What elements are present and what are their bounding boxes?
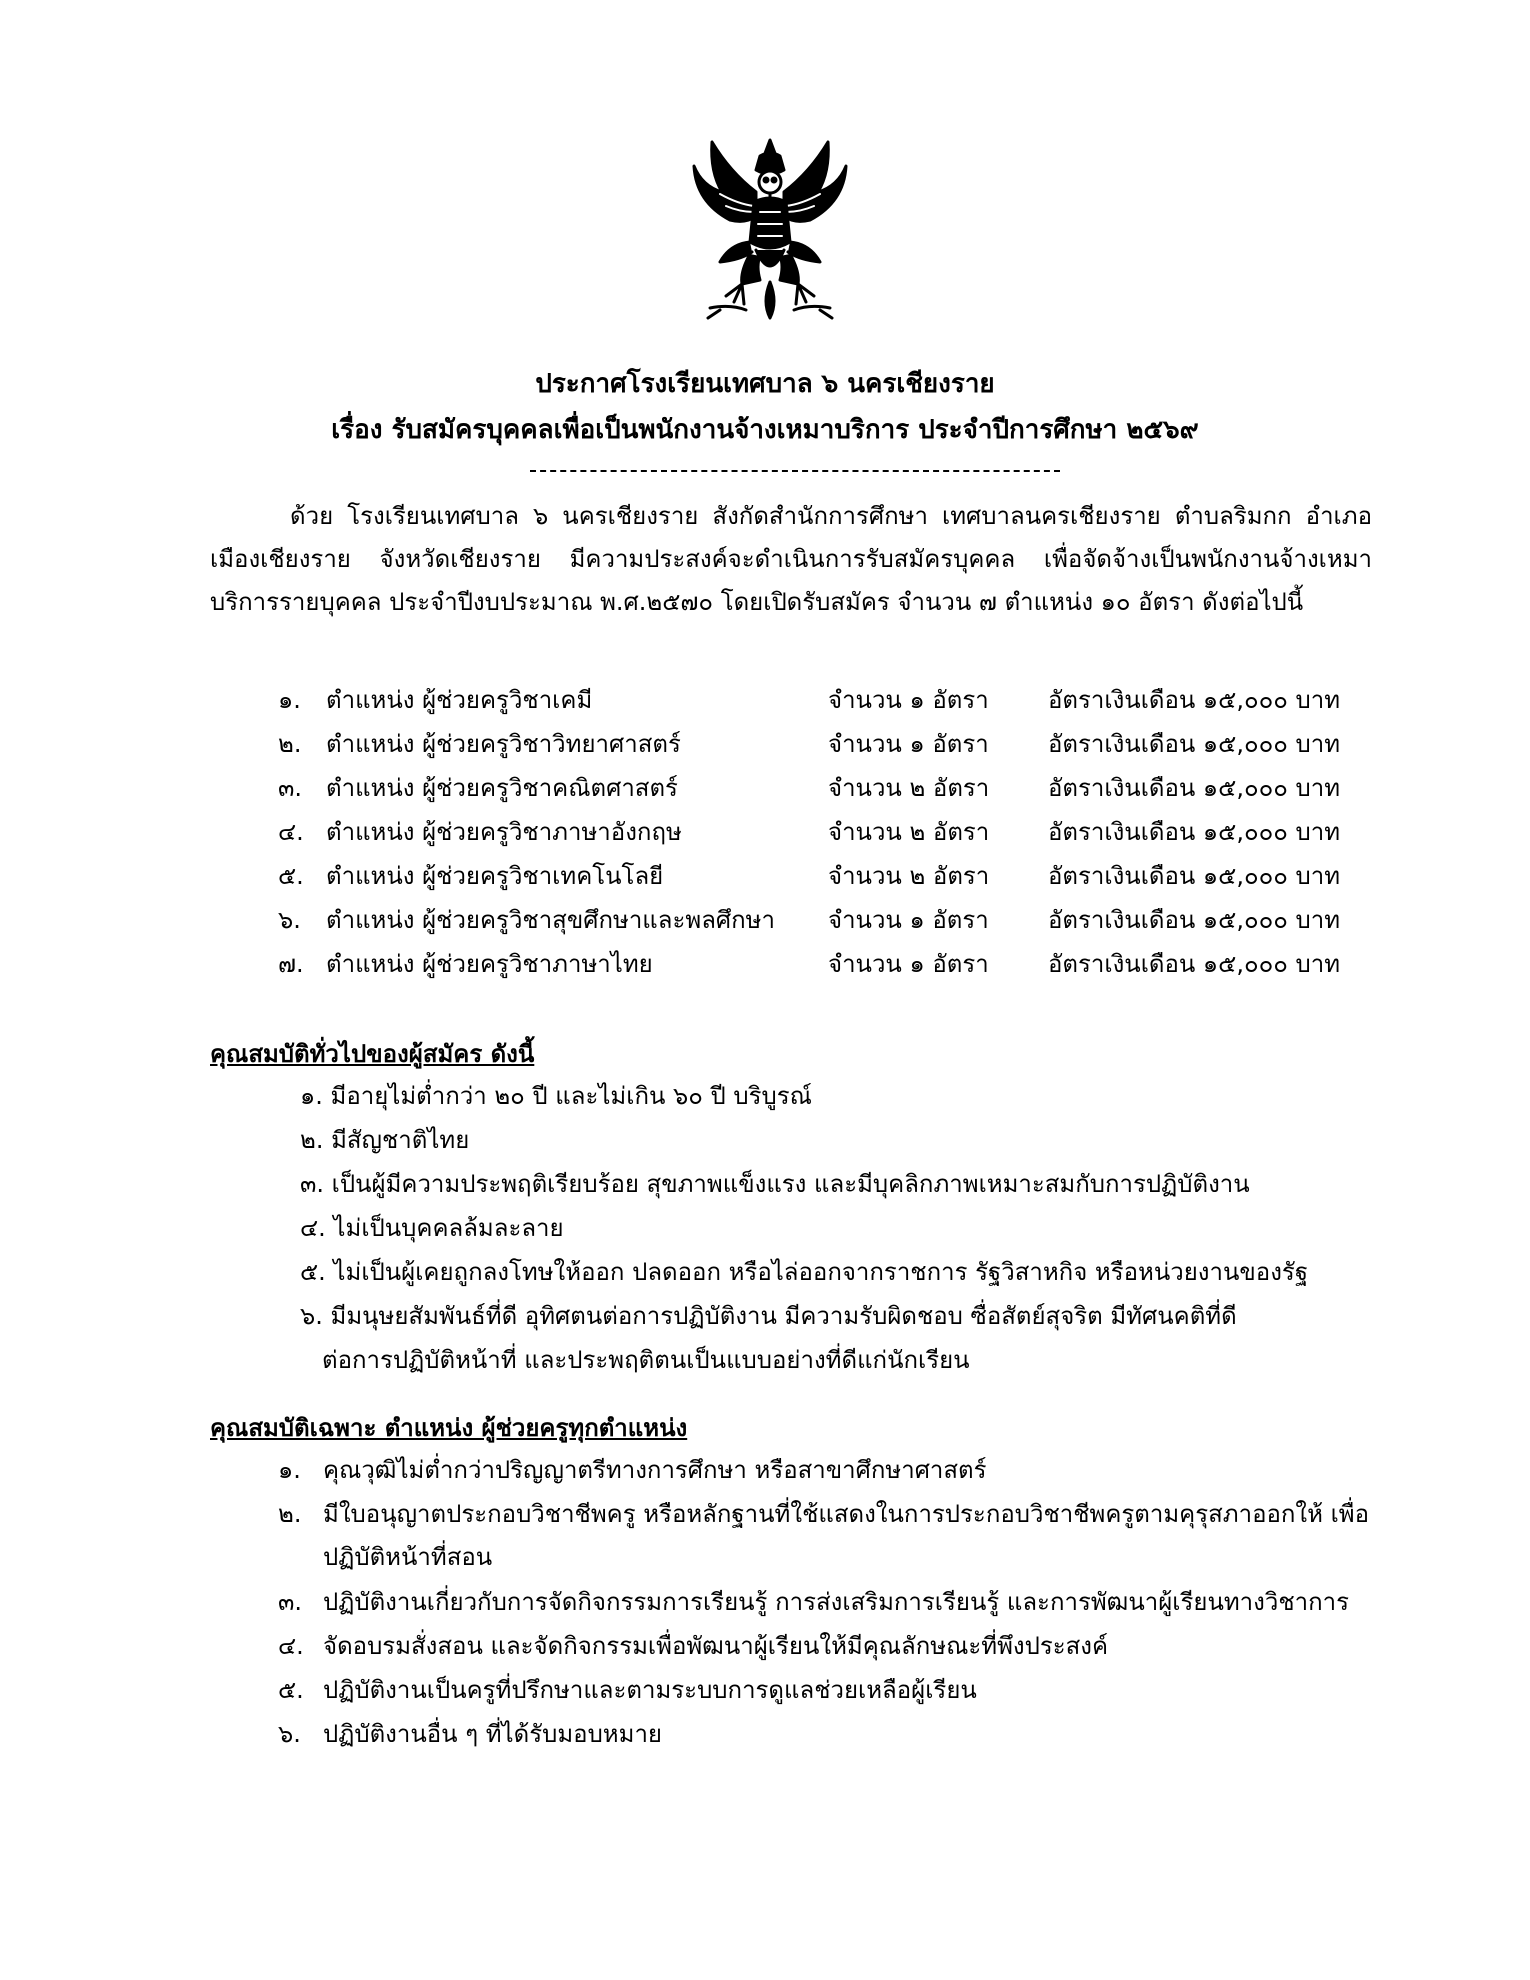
position-row: [278, 812, 1378, 856]
position-quota: จำนวน ๑ อัตรา: [828, 906, 989, 934]
general-qualification-item: ๖. มีมนุษยสัมพันธ์ที่ดี อุทิศตนต่อการปฏิบัติงาน มีความรับผิดชอบ ซื่อสัตย์สุจริต มีทัศนคติที่ดี: [300, 1302, 1237, 1330]
specific-qualification-item: [278, 1449, 1378, 1492]
position-salary: อัตราเงินเดือน ๑๕,๐๐๐ บาท: [1048, 774, 1341, 802]
item-text: คุณวุฒิไม่ต่ำกว่าปริญญาตรีทางการศึกษา หรือสาขาศึกษาศาสตร์: [323, 1456, 987, 1484]
position-row: [278, 680, 1378, 724]
position-salary: อัตราเงินเดือน ๑๕,๐๐๐ บาท: [1048, 906, 1341, 934]
position-number: ๗.: [278, 950, 304, 978]
general-qualifications-heading: คุณสมบัติทั่วไปของผู้สมัคร ดังนี้: [210, 1040, 535, 1068]
garuda-emblem-icon: [690, 132, 850, 328]
specific-qualification-item: [278, 1625, 1378, 1668]
specific-qualification-item: [278, 1581, 1378, 1624]
position-salary: อัตราเงินเดือน ๑๕,๐๐๐ บาท: [1048, 818, 1341, 846]
position-number: ๒.: [278, 730, 302, 758]
item-text: ปฏิบัติงานเป็นครูที่ปรึกษาและตามระบบการดูแลช่วยเหลือผู้เรียน: [323, 1676, 977, 1704]
position-number: ๕.: [278, 862, 304, 890]
position-row: [278, 856, 1378, 900]
announcement-title: ประกาศโรงเรียนเทศบาล ๖ นครเชียงราย: [535, 369, 995, 399]
position-number: ๔.: [278, 818, 304, 846]
title-divider: [530, 470, 1060, 472]
item-text: ปฏิบัติงานอื่น ๆ ที่ได้รับมอบหมาย: [323, 1720, 662, 1748]
position-salary: อัตราเงินเดือน ๑๕,๐๐๐ บาท: [1048, 950, 1341, 978]
general-qualification-item: ๒. มีสัญชาติไทย: [300, 1126, 470, 1154]
intro-paragraph: ด้วย โรงเรียนเทศบาล ๖ นครเชียงราย สังกัดสำนักการศึกษา เทศบาลนครเชียงราย ตำบลริมกก อำเภอเมืองเชียงราย จังหวัดเชียงราย มีความประสงค์จะดำเนินการรับสมัครบุคคล เพื่อจัดจ้างเป็นพนักงานจ้างเหมาบริการรายบุคคล ประจำปีงบประมาณ พ.ศ.๒๕๗๐ โดยเปิดรับสมัคร จำนวน ๗ ตำแหน่ง ๑๐ อัตรา ดังต่อไปนี้: [210, 502, 1372, 616]
announcement-subject: เรื่อง รับสมัครบุคคลเพื่อเป็นพนักงานจ้างเหมาบริการ ประจำปีการศึกษา ๒๕๖๙: [331, 415, 1199, 445]
position-quota: จำนวน ๒ อัตรา: [828, 774, 990, 802]
general-qualification-item: ๔. ไม่เป็นบุคคลล้มละลาย: [300, 1214, 564, 1242]
position-salary: อัตราเงินเดือน ๑๕,๐๐๐ บาท: [1048, 862, 1341, 890]
position-row: [278, 768, 1378, 812]
position-name: ตำแหน่ง ผู้ช่วยครูวิชาภาษาไทย: [326, 950, 653, 978]
specific-qualification-item: [278, 1669, 1378, 1712]
position-name: ตำแหน่ง ผู้ช่วยครูวิชาเทคโนโลยี: [326, 862, 664, 890]
item-text: ปฏิบัติงานเกี่ยวกับการจัดกิจกรรมการเรียนรู้ การส่งเสริมการเรียนรู้ และการพัฒนาผู้เรียนทางวิชาการ: [323, 1588, 1349, 1616]
position-quota: จำนวน ๒ อัตรา: [828, 818, 990, 846]
general-qualification-item: ๓. เป็นผู้มีความประพฤติเรียบร้อย สุขภาพแข็งแรง และมีบุคลิกภาพเหมาะสมกับการปฏิบัติงาน: [300, 1170, 1250, 1198]
specific-qualification-item: [278, 1713, 1378, 1756]
item-number: ๒.: [278, 1500, 302, 1528]
item-text: มีใบอนุญาตประกอบวิชาชีพครู หรือหลักฐานที่ใช้แสดงในการประกอบวิชาชีพครูตามคุรุสภาออกให้ เพื่อปฏิบัติหน้าที่สอน: [323, 1500, 1370, 1571]
position-name: ตำแหน่ง ผู้ช่วยครูวิชาภาษาอังกฤษ: [326, 818, 682, 846]
item-text: จัดอบรมสั่งสอน และจัดกิจกรรมเพื่อพัฒนาผู้เรียนให้มีคุณลักษณะที่พึงประสงค์: [323, 1632, 1109, 1660]
position-name: ตำแหน่ง ผู้ช่วยครูวิชาสุขศึกษาและพลศึกษา: [326, 906, 775, 934]
position-quota: จำนวน ๑ อัตรา: [828, 730, 989, 758]
position-quota: จำนวน ๑ อัตรา: [828, 950, 989, 978]
position-row: [278, 944, 1378, 988]
item-number: ๔.: [278, 1632, 304, 1660]
position-name: ตำแหน่ง ผู้ช่วยครูวิชาวิทยาศาสตร์: [326, 730, 681, 758]
position-number: ๓.: [278, 774, 303, 802]
position-row: [278, 724, 1378, 768]
general-qualification-item: ๕. ไม่เป็นผู้เคยถูกลงโทษให้ออก ปลดออก หรือไล่ออกจากราชการ รัฐวิสาหกิจ หรือหน่วยงานของรัฐ: [300, 1258, 1309, 1286]
specific-qualifications-heading: คุณสมบัติเฉพาะ ตำแหน่ง ผู้ช่วยครูทุกตำแหน่ง: [210, 1414, 688, 1442]
position-number: ๖.: [278, 906, 301, 934]
position-salary: อัตราเงินเดือน ๑๕,๐๐๐ บาท: [1048, 686, 1341, 714]
item-number: ๓.: [278, 1588, 303, 1616]
position-salary: อัตราเงินเดือน ๑๕,๐๐๐ บาท: [1048, 730, 1341, 758]
specific-qualification-item: [278, 1493, 1378, 1579]
position-number: ๑.: [278, 686, 301, 714]
general-qualification-item-continued: ต่อการปฏิบัติหน้าที่ และประพฤติตนเป็นแบบอย่างที่ดีแก่นักเรียน: [322, 1346, 970, 1374]
position-name: ตำแหน่ง ผู้ช่วยครูวิชาเคมี: [326, 686, 593, 714]
general-qualification-item: ๑. มีอายุไม่ต่ำกว่า ๒๐ ปี และไม่เกิน ๖๐ ปี บริบูรณ์: [300, 1082, 812, 1110]
item-number: ๕.: [278, 1676, 304, 1704]
item-number: ๖.: [278, 1720, 301, 1748]
position-row: [278, 900, 1378, 944]
item-number: ๑.: [278, 1456, 301, 1484]
position-quota: จำนวน ๑ อัตรา: [828, 686, 989, 714]
position-name: ตำแหน่ง ผู้ช่วยครูวิชาคณิตศาสตร์: [326, 774, 678, 802]
position-quota: จำนวน ๒ อัตรา: [828, 862, 990, 890]
